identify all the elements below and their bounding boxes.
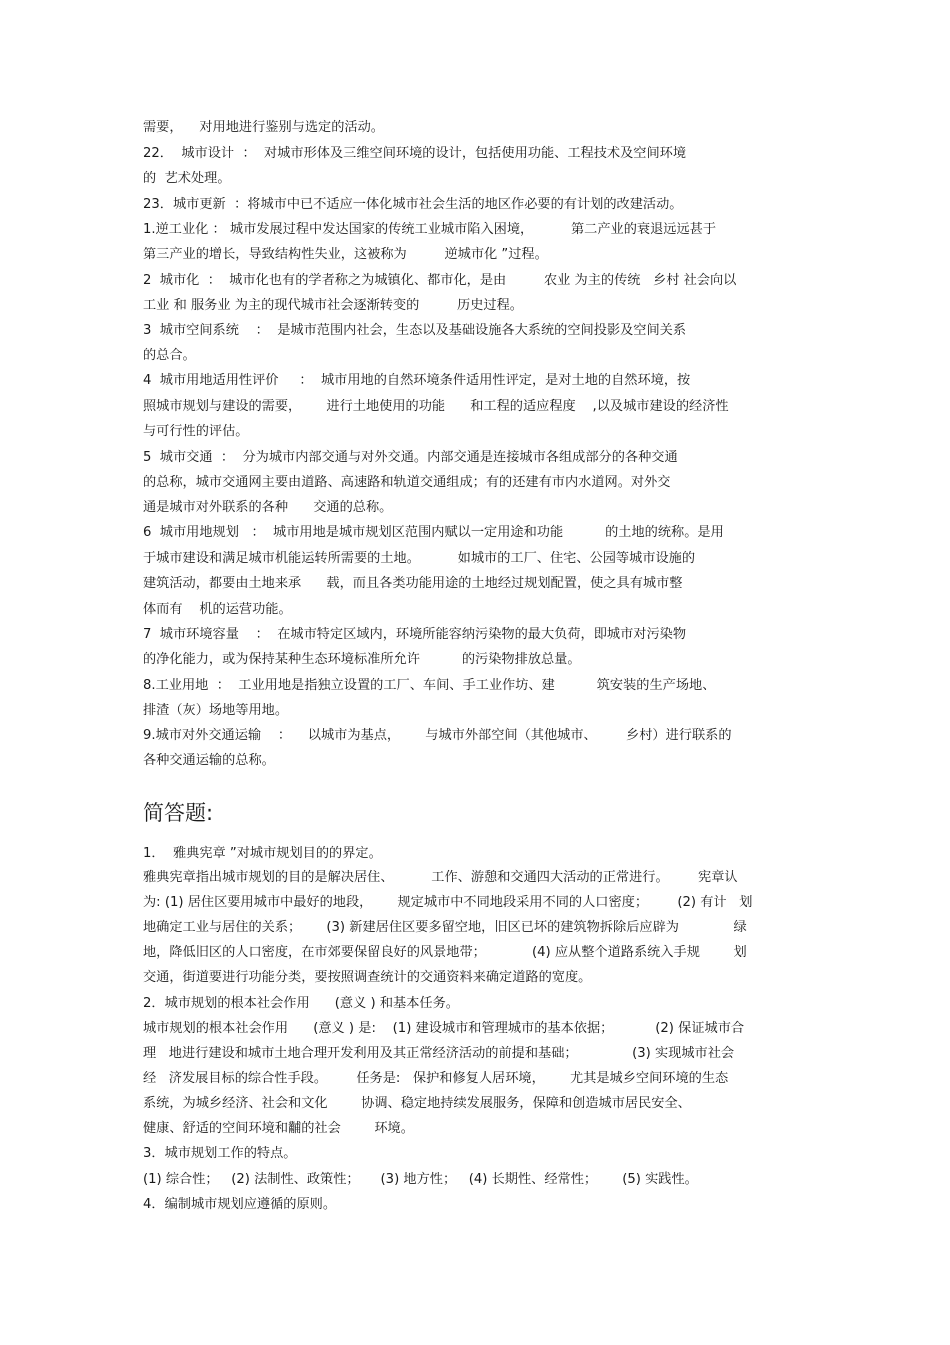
text-line: 各种交通运输的总称。 [143, 753, 275, 768]
text-line: 系统，为城乡经济、社会和文化 协调、稳定地持续发展服务，保障和创造城市居民安全、 [143, 1096, 691, 1111]
text-line: 22． 城市设计 ： 对城市形体及三维空间环境的设计，包括使用功能、工程技术及空间环境 [143, 146, 687, 161]
text-line: 4 城市用地适用性评价 ： 城市用地的自然环境条件适用性评定，是对土地的自然环境，按 [143, 373, 691, 388]
text-line: 地确定工业与居住的关系； (3) 新建居住区要多留空地，旧区已坏的建筑物拆除后应辟为 绿 [143, 920, 747, 935]
text-line: 3 城市空间系统 ： 是城市范围内社会，生态以及基础设施各大系统的空间投影及空间关系 [143, 323, 687, 338]
text-line: 城市规划的根本社会作用 (意义 ) 是: (1) 建设城市和管理城市的基本依据； (2) 保证城市合 [143, 1021, 745, 1036]
text-line: 8.工业用地 ： 工业用地是指独立设置的工厂、车间、手工业作坊、建 筑安装的生产场地、 [143, 678, 716, 693]
text-line: 地，降低旧区的人口密度，在市郊要保留良好的风景地带； (4) 应从整个道路系统入手规 划 [143, 945, 747, 960]
section-heading: 简答题: [143, 801, 214, 825]
text-line: 理 地进行建设和城市土地合理开发利用及其正常经济活动的前提和基础； (3) 实现城市社会 [143, 1046, 735, 1061]
text-line: 与可行性的评估。 [143, 424, 249, 439]
text-line: 排渣（灰）场地等用地。 [143, 703, 289, 718]
text-line: 通是城市对外联系的各种 交通的总称。 [143, 500, 393, 515]
text-line: 第三产业的增长，导致结构性失业，这被称为 逆城市化 ”过程。 [143, 247, 548, 262]
text-line: 2．城市规划的根本社会作用 (意义 ) 和基本任务。 [143, 996, 459, 1011]
text-line: 的总合。 [143, 348, 196, 363]
text-line: 经 济发展目标的综合性手段。 任务是: 保护和修复人居环境， 尤其是城乡空间环境的生态 [143, 1071, 729, 1086]
text-line: 建筑活动，都要由土地来承 载，而且各类功能用途的土地经过规划配置，使之具有城市整 [143, 576, 683, 591]
text-line: 需要， 对用地进行鉴别与选定的活动。 [143, 120, 384, 135]
text-line: 1． 雅典宪章 ”对城市规划目的的界定。 [143, 846, 382, 861]
text-line: 的净化能力，或为保持某种生态环境标准所允许 的污染物排放总量。 [143, 652, 581, 667]
text-line: (1) 综合性； (2) 法制性、政策性； (3) 地方性； (4) 长期性、经常性； (5) 实践性。 [143, 1172, 698, 1187]
text-line: 4．编制城市规划应遵循的原则。 [143, 1197, 337, 1212]
text-line: 雅典宪章指出城市规划的目的是解决居住、 工作、游憩和交通四大活动的正常进行。 宪章认 [143, 870, 738, 885]
text-line: 工业 和 服务业 为主的现代城市社会逐渐转变的 历史过程。 [143, 298, 523, 313]
text-line: 健康、舒适的空间环境和黼的社会 环境。 [143, 1121, 414, 1136]
text-line: 23．城市更新 ：将城市中已不适应一体化城市社会生活的地区作必要的有计划的改建活动。 [143, 197, 683, 212]
text-line: 交通，街道要进行功能分类，要按照调查统计的交通资料来确定道路的宽度。 [143, 970, 592, 985]
text-line: 3．城市规划工作的特点。 [143, 1146, 297, 1161]
text-line: 6 城市用地规划 ： 城市用地是城市规划区范围内赋以一定用途和功能 的土地的统称。是用 [143, 525, 724, 540]
text-line: 照城市规划与建设的需要， 进行土地使用的功能 和工程的适应程度 ,以及城市建设的经济性 [143, 399, 729, 414]
text-line: 的 艺术处理。 [143, 171, 231, 186]
text-line: 的总称，城市交通网主要由道路、高速路和轨道交通组成；有的还建有市内水道网。对外交 [143, 475, 671, 490]
text-line: 体而有 机的运营功能。 [143, 602, 292, 617]
text-line: 2 城市化 ： 城市化也有的学者称之为城镇化、都市化，是由 农业 为主的传统 乡村 社会向以 [143, 273, 737, 288]
text-line: 于城市建设和满足城市机能运转所需要的土地。 如城市的工厂、住宅、公园等城市设施的 [143, 551, 696, 566]
text-line: 5 城市交通 ： 分为城市内部交通与对外交通。内部交通是连接城市各组成部分的各种交通 [143, 450, 678, 465]
text-line: 为: (1) 居住区要用城市中最好的地段， 规定城市中不同地段采用不同的人口密度； (2) 有计 划 [143, 895, 753, 910]
text-line: 7 城市环境容量 ： 在城市特定区域内，环境所能容纳污染物的最大负荷，即城市对污染物 [143, 627, 687, 642]
text-line: 9.城市对外交通运输 ： 以城市为基点， 与城市外部空间（其他城市、 乡村）进行联系的 [143, 728, 732, 743]
text-line: 1.逆工业化 ： 城市发展过程中发达国家的传统工业城市陷入困境， 第二产业的衰退远远甚于 [143, 222, 717, 237]
